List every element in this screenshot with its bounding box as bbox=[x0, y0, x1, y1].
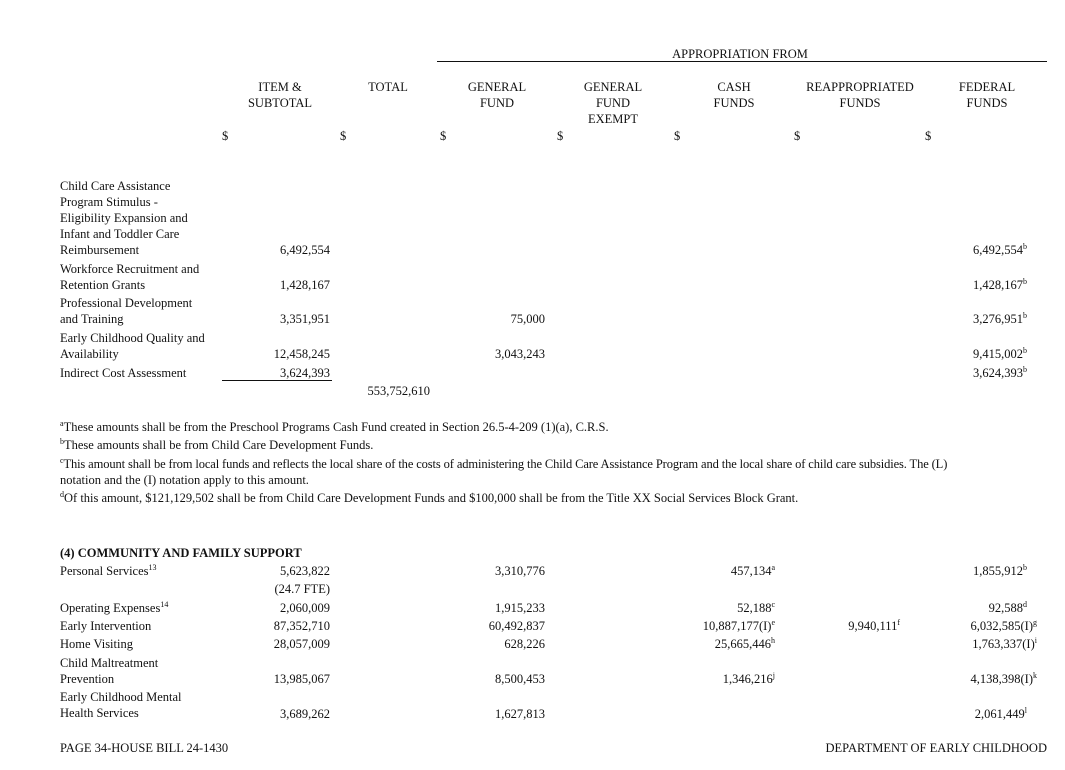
general-fund-value: 3,043,243 bbox=[495, 347, 545, 361]
federal-funds-value bbox=[927, 365, 1027, 381]
section-total-value: 553,752,610 bbox=[367, 384, 430, 398]
cash-funds-value bbox=[660, 618, 775, 634]
federal-funds-value bbox=[927, 311, 1027, 327]
item-subtotal-value: 3,689,262 bbox=[280, 707, 330, 721]
footnote-marker: i bbox=[1034, 635, 1037, 645]
federal-funds-amount: 3,276,951 bbox=[973, 312, 1023, 326]
section-title: (4) COMMUNITY AND FAMILY SUPPORT bbox=[60, 546, 302, 560]
federal-funds-value bbox=[927, 706, 1027, 722]
footnote-marker: 13 bbox=[148, 562, 157, 572]
general-fund-value: 1,627,813 bbox=[495, 707, 545, 721]
federal-funds-amount: 1,763,337(I) bbox=[972, 637, 1035, 651]
footnote-marker: b bbox=[60, 436, 64, 446]
appropriation-from-heading: APPROPRIATION FROM bbox=[672, 47, 808, 61]
col-header-ff-line2: FUNDS bbox=[966, 96, 1008, 110]
federal-funds-value bbox=[927, 671, 1037, 687]
general-fund-value: 3,310,776 bbox=[495, 564, 545, 578]
label-line: Early Childhood Mental bbox=[60, 690, 182, 704]
federal-funds-amount: 4,138,398(I) bbox=[970, 672, 1033, 686]
line-item-label bbox=[60, 178, 188, 258]
fte-value: (24.7 FTE) bbox=[274, 582, 330, 596]
col-header-total bbox=[348, 79, 428, 95]
footnote-text: These amounts shall be from Child Care Development Funds. bbox=[64, 438, 374, 452]
footnote-b bbox=[60, 437, 373, 453]
footnote-text: These amounts shall be from the Preschool Programs Cash Fund created in Section 26.5-4-209 (1)(a), C.R.S. bbox=[63, 420, 609, 434]
footnote-a bbox=[60, 419, 609, 435]
footnote-marker: 14 bbox=[160, 599, 169, 609]
line-item-label bbox=[60, 600, 168, 616]
footnote-marker: b bbox=[1023, 345, 1027, 355]
label-line: Professional Development bbox=[60, 296, 193, 310]
label-text: Home Visiting bbox=[60, 637, 133, 651]
col-header-federal-funds bbox=[937, 79, 1037, 111]
line-item-label bbox=[60, 261, 199, 293]
col-header-general-fund bbox=[447, 79, 547, 111]
federal-funds-amount: 9,415,002 bbox=[973, 347, 1023, 361]
footnote-marker: g bbox=[1033, 617, 1037, 627]
dollar-sign: $ bbox=[557, 129, 564, 143]
label-text: Early Intervention bbox=[60, 619, 152, 633]
item-subtotal-value: 5,623,822 bbox=[280, 564, 330, 578]
footnote-marker: d bbox=[60, 489, 64, 499]
col-header-rf-line1: REAPPROPRIATED bbox=[806, 80, 914, 94]
col-header-gfe-line3: EXEMPT bbox=[588, 112, 638, 126]
appropriation-rule bbox=[437, 61, 1047, 62]
col-header-reappropriated-funds bbox=[790, 79, 930, 111]
cash-funds-amount: 25,665,446 bbox=[714, 637, 771, 651]
federal-funds-amount: 1,855,912 bbox=[973, 564, 1023, 578]
line-item-label bbox=[60, 618, 151, 634]
label-line: Program Stimulus - bbox=[60, 195, 158, 209]
general-fund-value: 8,500,453 bbox=[495, 672, 545, 686]
footnote-marker: h bbox=[771, 635, 775, 645]
cash-funds-amount: 52,188 bbox=[737, 601, 772, 615]
col-header-item-subtotal-line1: ITEM & bbox=[258, 80, 302, 94]
dollar-sign: $ bbox=[925, 129, 932, 143]
dollar-sign: $ bbox=[222, 129, 229, 143]
label-line: and Training bbox=[60, 312, 124, 326]
federal-funds-value bbox=[927, 600, 1027, 616]
cash-funds-amount: 457,134 bbox=[730, 564, 772, 578]
col-header-total-line1: TOTAL bbox=[368, 80, 408, 94]
item-subtotal-value: 2,060,009 bbox=[280, 601, 330, 615]
label-line: Early Childhood Quality and bbox=[60, 331, 205, 345]
footnote-c bbox=[60, 456, 947, 472]
label-line: Workforce Recruitment and bbox=[60, 262, 200, 276]
cash-funds-amount: 1,346,216 bbox=[722, 672, 773, 686]
col-header-gfe-line1: GENERAL bbox=[583, 80, 643, 94]
footnote-text: This amount shall be from local funds and reflects the local share of the costs of administering the Child Care Assistance Program and the local share of child care subsidies. The (L) bbox=[63, 457, 948, 471]
dollar-sign: $ bbox=[340, 129, 347, 143]
item-subtotal-value: 3,624,393 bbox=[280, 366, 330, 380]
label-line: Reimbursement bbox=[60, 243, 140, 257]
label-text: Personal Services bbox=[60, 564, 149, 578]
item-subtotal-value: 3,351,951 bbox=[280, 312, 330, 326]
col-header-cash-funds bbox=[694, 79, 774, 111]
footnote-text: Of this amount, $121,129,502 shall be from Child Care Development Funds and $100,000 shall be from the Title XX Social Services Block Grant. bbox=[64, 491, 799, 505]
label-line: Prevention bbox=[60, 672, 115, 686]
footnote-marker: b bbox=[1023, 276, 1027, 286]
footnote-marker: b bbox=[1023, 562, 1027, 572]
federal-funds-value bbox=[927, 346, 1027, 362]
federal-funds-amount: 3,624,393 bbox=[973, 366, 1023, 380]
subtotal-rule bbox=[222, 380, 332, 381]
line-item-label bbox=[60, 330, 205, 362]
footnote-marker: b bbox=[1023, 364, 1027, 374]
federal-funds-amount: 6,492,554 bbox=[973, 243, 1023, 257]
line-item-label bbox=[60, 655, 158, 687]
col-header-ff-line1: FEDERAL bbox=[958, 80, 1016, 94]
federal-funds-amount: 6,032,585(I) bbox=[970, 619, 1033, 633]
footnote-marker: c bbox=[60, 455, 64, 465]
federal-funds-amount: 92,588 bbox=[988, 601, 1023, 615]
col-header-general-fund-line2: FUND bbox=[479, 96, 515, 110]
general-fund-value: 1,915,233 bbox=[495, 601, 545, 615]
label-line: Child Maltreatment bbox=[60, 656, 159, 670]
cash-funds-value bbox=[660, 563, 775, 579]
label-line: Infant and Toddler Care bbox=[60, 227, 180, 241]
footnote-marker: l bbox=[1024, 705, 1027, 715]
reappropriated-funds-amount: 9,940,111 bbox=[848, 619, 898, 633]
col-header-item-subtotal-line2: SUBTOTAL bbox=[247, 96, 313, 110]
line-item-label bbox=[60, 295, 192, 327]
line-item-label bbox=[60, 365, 186, 381]
label-line: Retention Grants bbox=[60, 278, 146, 292]
item-subtotal-value: 28,057,009 bbox=[273, 637, 330, 651]
footnote-marker: d bbox=[1023, 599, 1027, 609]
line-item-label bbox=[60, 689, 182, 721]
col-header-cash-funds-line1: CASH bbox=[717, 80, 751, 94]
general-fund-value: 75,000 bbox=[510, 312, 545, 326]
line-item-label bbox=[60, 563, 157, 579]
reappropriated-funds-value bbox=[790, 618, 900, 634]
col-header-cash-funds-line2: FUNDS bbox=[713, 96, 755, 110]
federal-funds-amount: 2,061,449 bbox=[974, 707, 1025, 721]
item-subtotal-value: 1,428,167 bbox=[280, 278, 330, 292]
label-text: Operating Expenses bbox=[60, 601, 161, 615]
item-subtotal-value: 12,458,245 bbox=[273, 347, 330, 361]
item-subtotal-value: 13,985,067 bbox=[273, 672, 330, 686]
label-line: Eligibility Expansion and bbox=[60, 211, 188, 225]
cash-funds-value bbox=[660, 671, 775, 687]
dollar-sign: $ bbox=[794, 129, 801, 143]
footnote-marker: a bbox=[771, 562, 775, 572]
col-header-gfe-line2: FUND bbox=[595, 96, 631, 110]
footnote-marker: j bbox=[772, 670, 775, 680]
federal-funds-amount: 1,428,167 bbox=[973, 278, 1023, 292]
federal-funds-value bbox=[927, 618, 1037, 634]
federal-funds-value bbox=[927, 242, 1027, 258]
dollar-sign: $ bbox=[440, 129, 447, 143]
federal-funds-value bbox=[927, 636, 1037, 652]
footnote-marker: b bbox=[1023, 241, 1027, 251]
label-line: Child Care Assistance bbox=[60, 179, 171, 193]
dollar-sign: $ bbox=[674, 129, 681, 143]
col-header-item-subtotal bbox=[220, 79, 340, 111]
footnote-marker: k bbox=[1033, 670, 1037, 680]
item-subtotal-value: 6,492,554 bbox=[280, 243, 330, 257]
item-subtotal-value: 87,352,710 bbox=[273, 619, 330, 633]
label-line: Availability bbox=[60, 347, 119, 361]
footnote-marker: a bbox=[60, 418, 64, 428]
cash-funds-value bbox=[660, 636, 775, 652]
footnote-marker: c bbox=[771, 599, 775, 609]
footnote-d bbox=[60, 490, 798, 506]
label-line: Health Services bbox=[60, 706, 139, 720]
cash-funds-amount: 10,887,177(I) bbox=[702, 619, 772, 633]
footnote-c-continued: notation and the (I) notation apply to this amount. bbox=[60, 473, 309, 487]
page-footer-right: DEPARTMENT OF EARLY CHILDHOOD bbox=[825, 741, 1047, 755]
general-fund-value: 60,492,837 bbox=[488, 619, 545, 633]
line-item-label bbox=[60, 636, 133, 652]
federal-funds-value bbox=[927, 277, 1027, 293]
footnote-marker: b bbox=[1023, 310, 1027, 320]
footnote-marker: f bbox=[897, 617, 900, 627]
federal-funds-value bbox=[927, 563, 1027, 579]
col-header-general-fund-line1: GENERAL bbox=[467, 80, 527, 94]
col-header-rf-line2: FUNDS bbox=[839, 96, 881, 110]
general-fund-value: 628,226 bbox=[504, 637, 545, 651]
col-header-general-fund-exempt bbox=[563, 79, 663, 127]
label-line: Indirect Cost Assessment bbox=[60, 366, 187, 380]
cash-funds-value bbox=[660, 600, 775, 616]
page-footer-left: PAGE 34-HOUSE BILL 24-1430 bbox=[60, 741, 229, 755]
footnote-marker: e bbox=[771, 617, 775, 627]
